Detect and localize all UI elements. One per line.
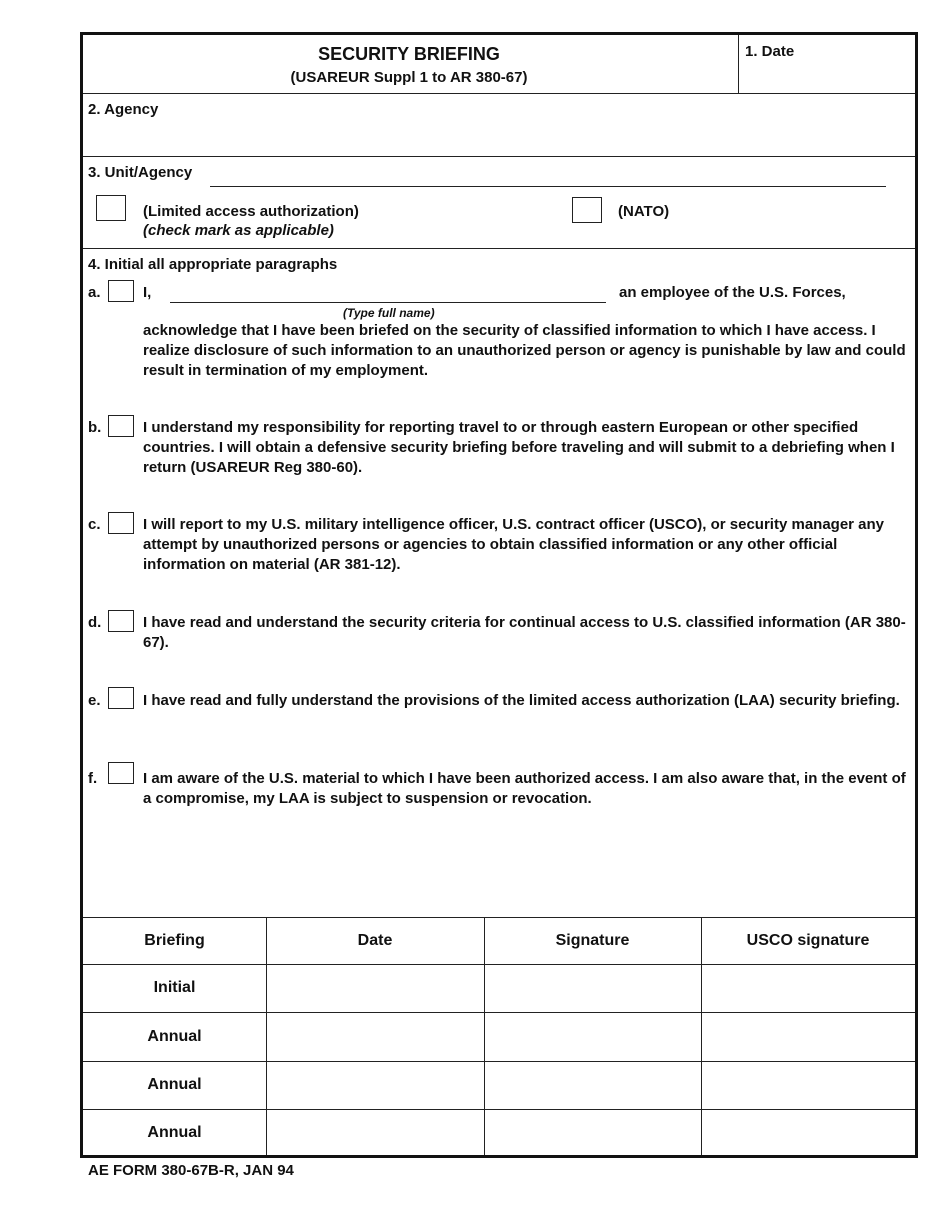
divider <box>83 156 915 157</box>
nato-checkbox[interactable] <box>572 197 602 223</box>
limited-access-checkbox[interactable] <box>96 195 126 221</box>
annual-3-signature-field[interactable] <box>489 1115 696 1151</box>
paragraph-c-initial-box[interactable] <box>108 512 134 534</box>
paragraph-b-initial-box[interactable] <box>108 415 134 437</box>
paragraphs-heading: 4. Initial all appropriate paragraphs <box>88 256 338 273</box>
form-title: SECURITY BRIEFING <box>318 44 500 64</box>
full-name-underline <box>170 302 606 303</box>
row-label-initial: Initial <box>153 979 196 996</box>
paragraph-b-letter: b. <box>88 419 102 436</box>
agency-field[interactable] <box>88 125 908 151</box>
divider <box>83 93 915 94</box>
paragraph-b-text: I understand my responsibility for reporting travel to or through eastern European or other specified countries. I will obtain a defensive security briefing before traveling and will submit to a debriefing when I return (USAREUR Reg 380-60). <box>143 419 895 476</box>
row-label-annual-3: Annual <box>147 1124 202 1141</box>
row-label-annual-1: Annual <box>147 1028 202 1045</box>
paragraph-a-text: acknowledge that I have been briefed on the security of classified information to which I have access. I realize disclosure of such information to an unauthorized person or agency is punishable by law and could result in termination of my employment. <box>143 322 906 379</box>
paragraph-f-letter: f. <box>88 770 98 787</box>
nato-label: (NATO) <box>618 203 670 220</box>
full-name-field[interactable] <box>170 281 606 301</box>
initial-signature-field[interactable] <box>489 970 696 1006</box>
date-field[interactable] <box>745 65 910 89</box>
annual-1-usco-signature-field[interactable] <box>706 1018 910 1055</box>
form-id: AE FORM 380-67B-R, JAN 94 <box>88 1162 294 1179</box>
paragraph-a-suffix: an employee of the U.S. Forces, <box>619 284 846 301</box>
table-column-divider <box>701 917 702 1155</box>
date-label: 1. Date <box>745 43 795 60</box>
annual-3-date-field[interactable] <box>271 1115 479 1151</box>
unit-agency-underline <box>210 186 886 187</box>
divider <box>83 248 915 249</box>
table-row-divider <box>83 964 915 965</box>
table-column-divider <box>484 917 485 1155</box>
form-subtitle: (USAREUR Suppl 1 to AR 380-67) <box>290 69 528 86</box>
paragraph-c-letter: c. <box>88 516 101 533</box>
initial-date-field[interactable] <box>271 970 479 1006</box>
paragraph-e-letter: e. <box>88 692 101 709</box>
limited-access-label: (Limited access authorization) <box>143 203 359 220</box>
paragraph-d-text: I have read and understand the security criteria for continual access to U.S. classified information (AR 380-67). <box>143 614 906 651</box>
unit-agency-field[interactable] <box>210 163 886 185</box>
paragraph-c-text: I will report to my U.S. military intelligence officer, U.S. contract officer (USCO), or security manager any attempt by unauthorized persons or agencies to obtain classified information or any other official information on material (AR 381-12). <box>143 516 885 573</box>
column-header-date: Date <box>357 932 393 949</box>
annual-2-date-field[interactable] <box>271 1066 479 1103</box>
initial-usco-signature-field[interactable] <box>706 970 910 1006</box>
paragraph-a-prefix: I, <box>143 284 152 301</box>
annual-1-signature-field[interactable] <box>489 1018 696 1055</box>
agency-label: 2. Agency <box>88 101 159 118</box>
table-column-divider <box>266 917 267 1155</box>
check-note: (check mark as applicable) <box>143 222 334 239</box>
column-header-signature: Signature <box>555 932 630 949</box>
paragraph-a-letter: a. <box>88 284 101 301</box>
header-divider <box>738 35 739 93</box>
row-label-annual-2: Annual <box>147 1076 202 1093</box>
paragraph-d-initial-box[interactable] <box>108 610 134 632</box>
annual-2-signature-field[interactable] <box>489 1066 696 1103</box>
paragraph-d-letter: d. <box>88 614 102 631</box>
paragraph-a-initial-box[interactable] <box>108 280 134 302</box>
table-row-divider <box>83 1012 915 1013</box>
column-header-briefing: Briefing <box>144 932 205 949</box>
security-briefing-form <box>80 32 918 1158</box>
annual-3-usco-signature-field[interactable] <box>706 1115 910 1151</box>
paragraph-e-initial-box[interactable] <box>108 687 134 709</box>
paragraph-f-initial-box[interactable] <box>108 762 134 784</box>
table-top-border <box>83 917 915 918</box>
unit-agency-label: 3. Unit/Agency <box>88 164 193 181</box>
column-header-usco-signature: USCO signature <box>746 932 870 949</box>
full-name-hint: (Type full name) <box>343 306 435 320</box>
table-row-divider <box>83 1109 915 1110</box>
annual-2-usco-signature-field[interactable] <box>706 1066 910 1103</box>
paragraph-f-text: I am aware of the U.S. material to which I have been authorized access. I am also aware that, in the event of a compromise, my LAA is subject to suspension or revocation. <box>143 770 906 807</box>
annual-1-date-field[interactable] <box>271 1018 479 1055</box>
paragraph-e-text: I have read and fully understand the provisions of the limited access authorization (LAA) security briefing. <box>143 692 900 709</box>
table-row-divider <box>83 1061 915 1062</box>
